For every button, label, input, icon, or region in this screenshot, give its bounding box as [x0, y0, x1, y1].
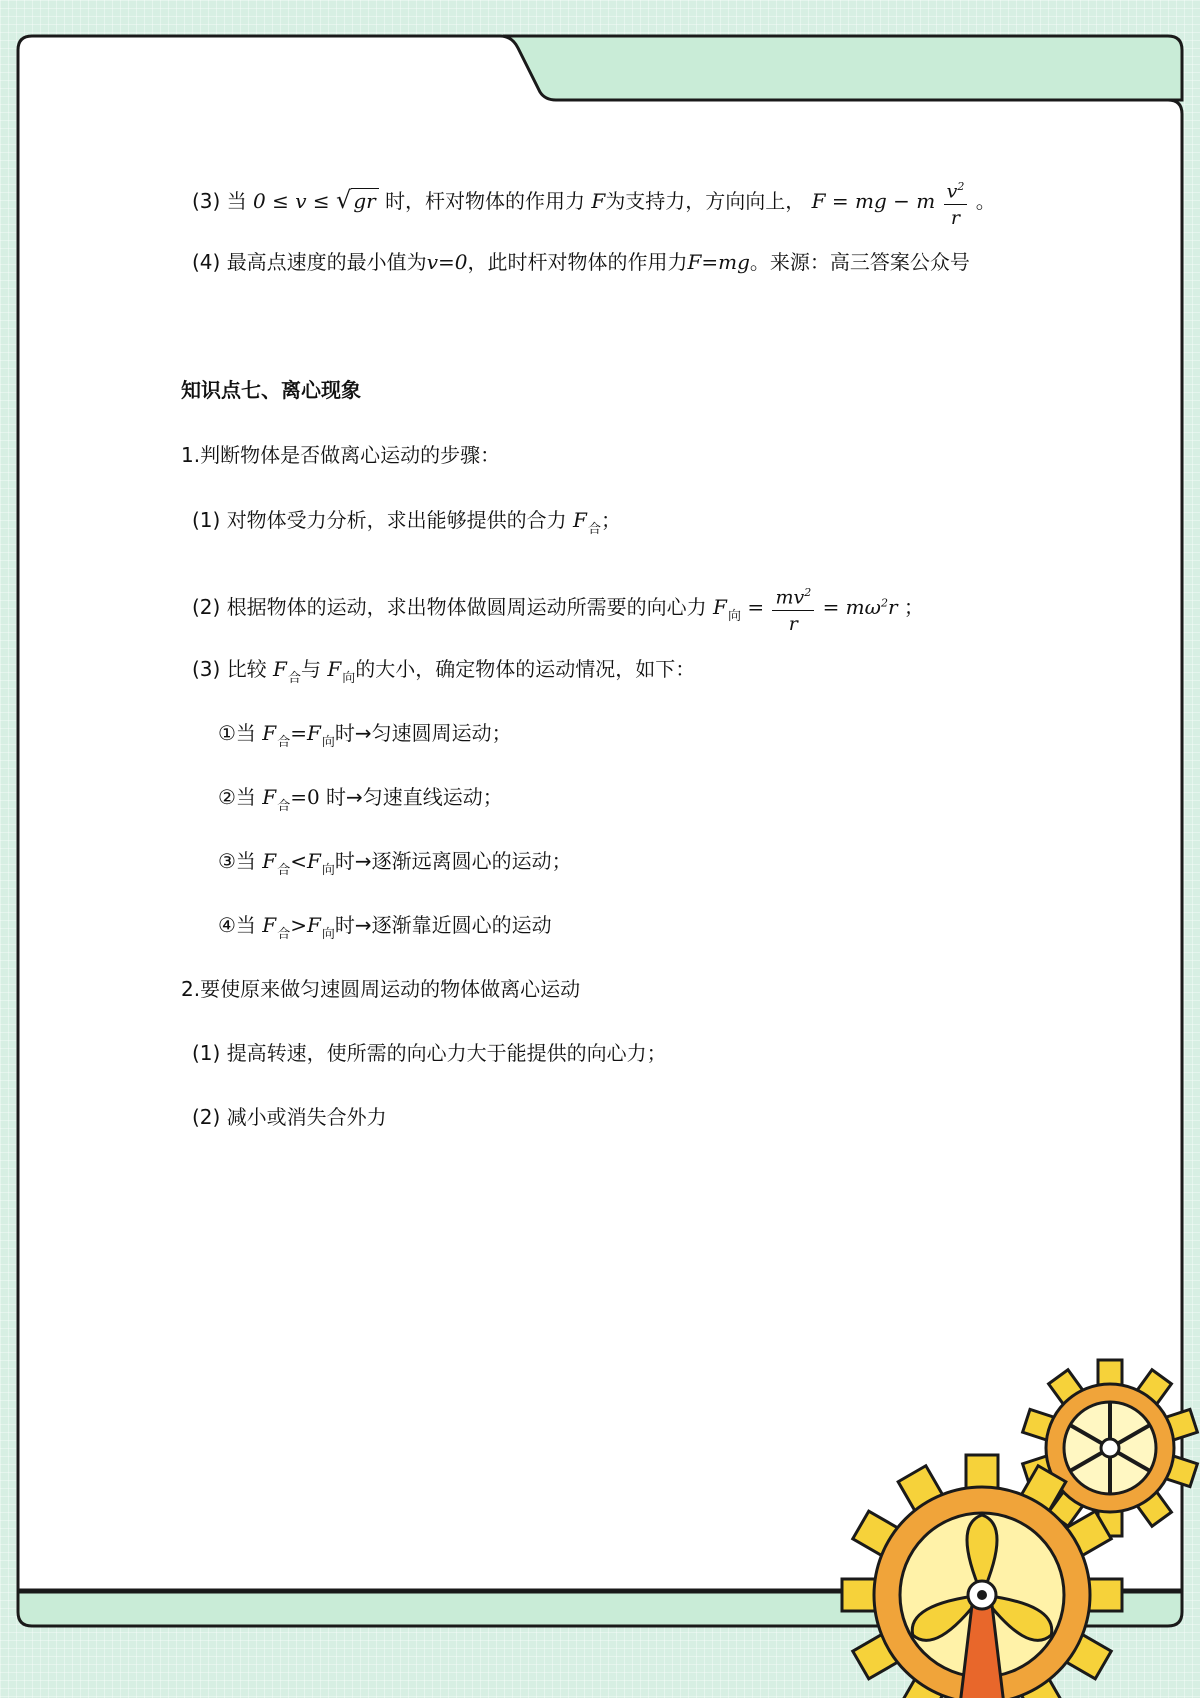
fraction: $\frac{mv^2}{r}$: [772, 580, 814, 637]
step-3: (3) 比较 $F_合$与 $F_向$的大小，确定物体的运动情况，如下：: [192, 657, 696, 686]
case-1: ①当 $F_合=F_向$时→匀速圆周运动；: [218, 721, 512, 750]
method-2: (2) 减小或消失合外力: [192, 1105, 387, 1129]
item-3-rod-support: (3) 当 0 ≤ v ≤ √ gr 时，杆对物体的作用力 F为支持力，方向向上， F = mg − m $\frac{v^2}{r}$ 。: [192, 174, 996, 231]
case-2: ②当 $F_合=0$ 时→匀速直线运动；: [218, 785, 503, 814]
step-1: (1) 对物体受力分析，求出能够提供的合力 $F_合$；: [192, 508, 621, 537]
item-4-min-speed: (4) 最高点速度的最小值为v=0，此时杆对物体的作用力F=mg。来源：高三答案公众号: [192, 250, 970, 274]
case-4: ④当 $F_合>F_向$时→逐渐靠近圆心的运动: [218, 913, 552, 942]
fraction: $\frac{v^2}{r}$: [944, 174, 968, 231]
section-1-title: 1.判断物体是否做离心运动的步骤：: [181, 443, 501, 467]
section-heading: 知识点七、离心现象: [181, 378, 361, 402]
section-2-title: 2.要使原来做匀速圆周运动的物体做离心运动: [181, 977, 581, 1001]
case-3: ③当 $F_合<F_向$时→逐渐远离圆心的运动；: [218, 849, 572, 878]
step-2: (2) 根据物体的运动，求出物体做圆周运动所需要的向心力 $F_向$ = $\frac{mv^2}{r}$ = $m\omega^2r$ ；: [192, 580, 924, 637]
method-1: (1) 提高转速，使所需的向心力大于能提供的向心力；: [192, 1041, 667, 1065]
